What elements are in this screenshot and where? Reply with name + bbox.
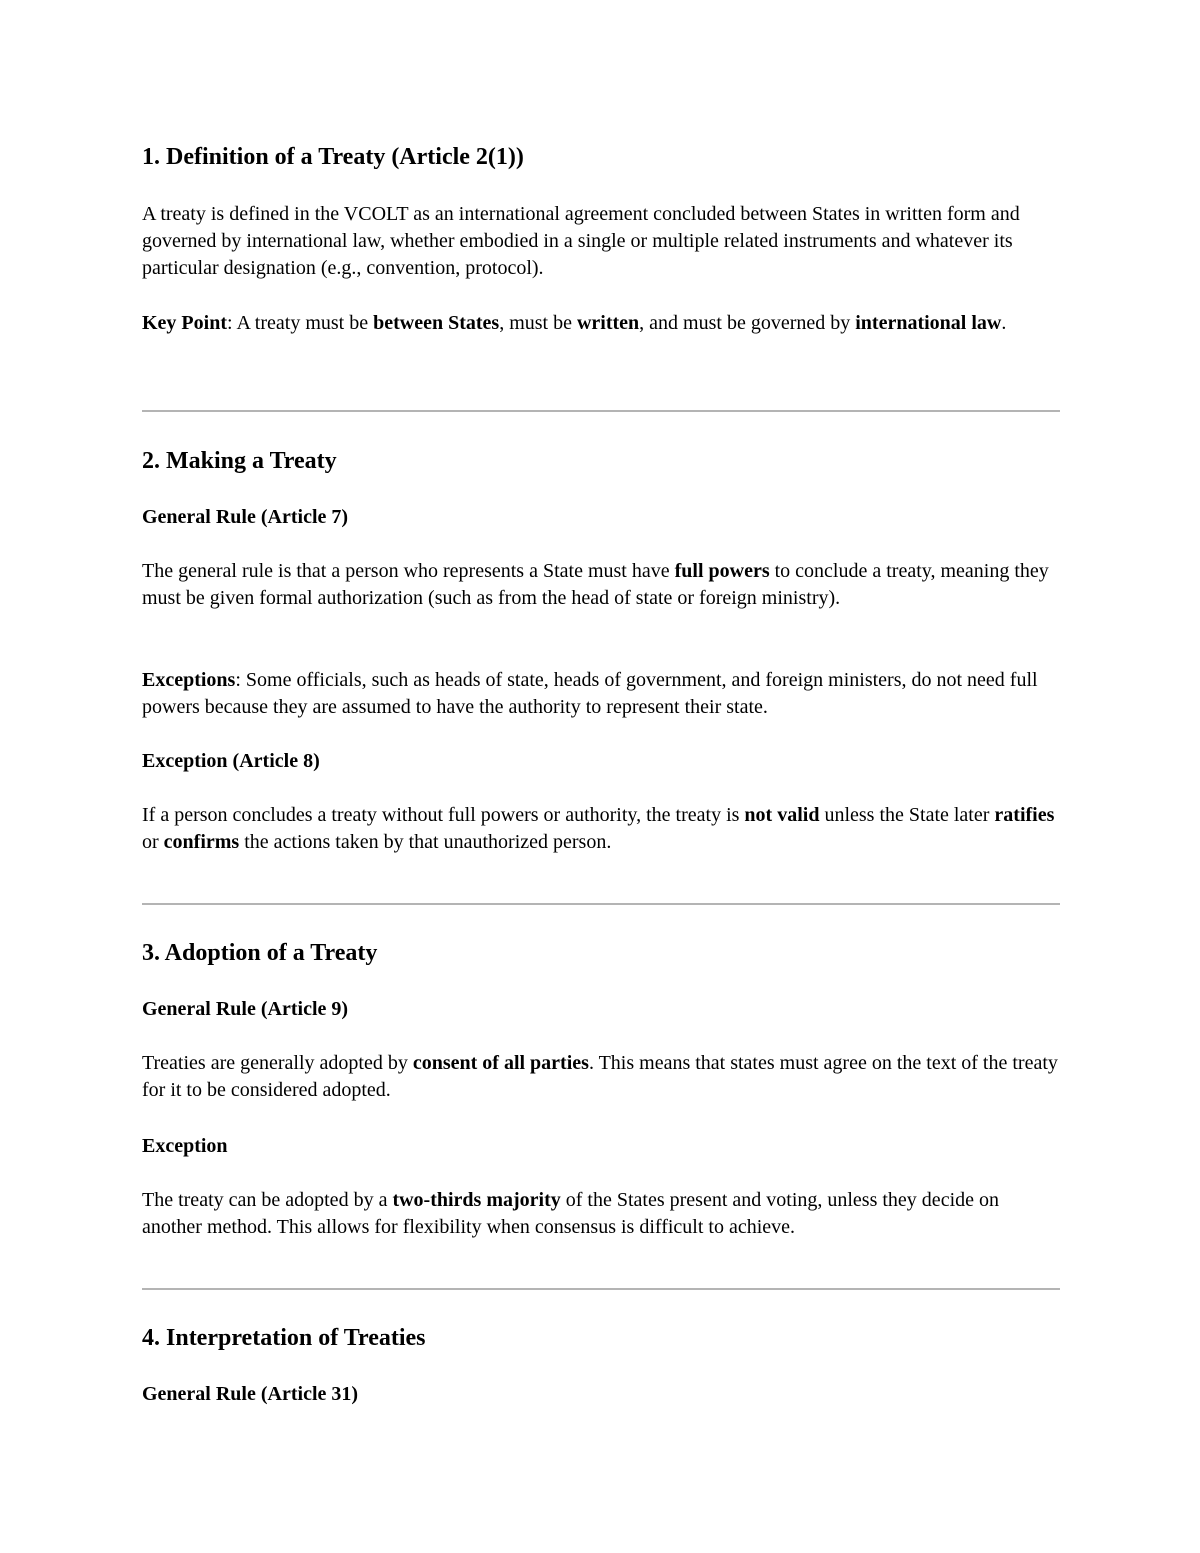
key-point-label: Key Point bbox=[142, 312, 227, 334]
subheading-exception-article-8: Exception (Article 8) bbox=[142, 750, 320, 772]
subheading-exception: Exception bbox=[142, 1135, 228, 1157]
section-heading-interpretation: 4. Interpretation of Treaties bbox=[142, 1325, 426, 1351]
subheading-general-rule-article-9: General Rule (Article 9) bbox=[142, 998, 349, 1020]
section-heading-making: 2. Making a Treaty bbox=[142, 448, 337, 474]
exceptions-paragraph: Exceptions: Some officials, such as heads of state, heads of government, and foreign ministers, do not need full powers because they are assumed to have the authority to represent their state. bbox=[142, 669, 1038, 718]
article-8-paragraph: If a person concludes a treaty without full powers or authority, the treaty is not valid unless the State later ratifies or confirms the actions taken by that unauthorized person. bbox=[142, 804, 1055, 853]
full-powers-paragraph: The general rule is that a person who represents a State must have full powers to conclude a treaty, meaning they must be given formal authorization (such as from the head of state or foreign ministry). bbox=[142, 560, 1049, 609]
section-divider bbox=[142, 410, 1060, 412]
key-point-paragraph: Key Point: A treaty must be between States, must be written, and must be governed by international law. bbox=[142, 312, 1007, 334]
subheading-general-rule-article-31: General Rule (Article 31) bbox=[142, 1383, 359, 1405]
section-divider bbox=[142, 903, 1060, 905]
section-divider bbox=[142, 1288, 1060, 1290]
section-heading-adoption: 3. Adoption of a Treaty bbox=[142, 940, 378, 966]
two-thirds-paragraph: The treaty can be adopted by a two-thirds majority of the States present and voting, unless they decide on another method. This allows for flexibility when consensus is difficult to achieve. bbox=[142, 1189, 999, 1238]
section-heading-definition: 1. Definition of a Treaty (Article 2(1)) bbox=[142, 144, 524, 170]
definition-paragraph: A treaty is defined in the VCOLT as an international agreement concluded between States in written form and governed by international law, whether embodied in a single or multiple related instruments and whatever its particular designation (e.g., convention, protocol). bbox=[142, 203, 1020, 279]
exceptions-label: Exceptions bbox=[142, 669, 236, 691]
consent-paragraph: Treaties are generally adopted by consent of all parties. This means that states must agree on the text of the treaty for it to be considered adopted. bbox=[142, 1052, 1058, 1101]
subheading-general-rule-article-7: General Rule (Article 7) bbox=[142, 506, 349, 528]
